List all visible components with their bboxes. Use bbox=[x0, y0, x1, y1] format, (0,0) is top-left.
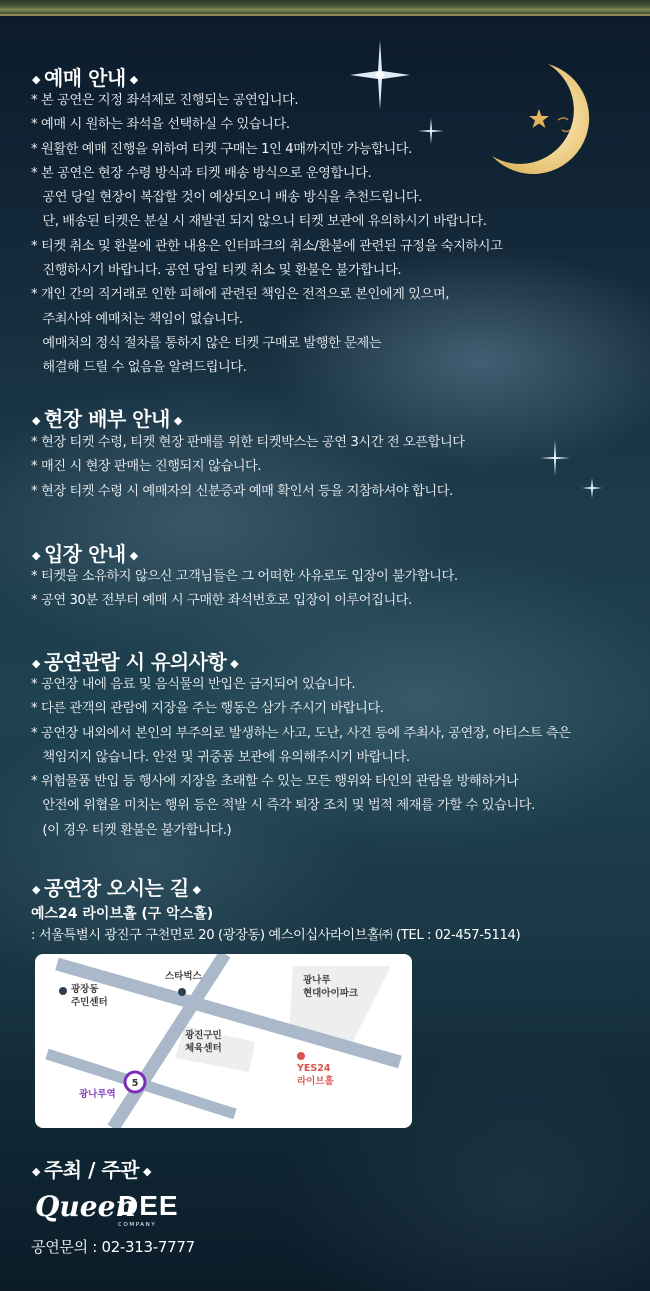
booking-notice-list bbox=[31, 89, 502, 381]
diamond-icon: ◆ bbox=[192, 883, 201, 896]
list-item: 안전에 위협을 미치는 행위 등은 적발 시 즉각 퇴장 조치 및 법적 제재를 가할 수 있습니다. bbox=[31, 798, 535, 814]
moon-star-icon bbox=[528, 108, 550, 130]
section-title-text: 주최 / 주관 bbox=[43, 1158, 139, 1182]
map-label: 광진구민 bbox=[185, 1030, 222, 1041]
section-title-text: 예매 안내 bbox=[43, 66, 126, 90]
diamond-icon: ◆ bbox=[32, 549, 40, 562]
section-title-notice bbox=[28, 646, 242, 675]
map-dot-starbucks bbox=[178, 988, 186, 996]
map-label: 스타벅스 bbox=[165, 971, 202, 982]
location-map[interactable] bbox=[35, 954, 412, 1128]
list-item: 예매처의 정식 절차를 통하지 않은 티켓 구매로 발행한 문제는 bbox=[31, 335, 382, 351]
crescent-moon-icon bbox=[488, 60, 613, 178]
venue-name: 예스24 라이브홀 (구 악스홀) bbox=[31, 906, 214, 922]
list-item: * 티켓 취소 및 환불에 관한 내용은 인터파크의 취소/환불에 관련된 규정을 숙지하시고 bbox=[31, 238, 503, 254]
section-title-text: 현장 배부 안내 bbox=[43, 407, 170, 431]
map-label: 광장동 bbox=[71, 984, 99, 995]
section-title-text: 입장 안내 bbox=[43, 542, 126, 566]
section-title-text: 공연관람 시 유의사항 bbox=[43, 650, 227, 674]
map-svg bbox=[35, 954, 412, 1128]
map-label: 체육센터 bbox=[185, 1043, 222, 1054]
list-item: (이 경우 티켓 환불은 불가합니다.) bbox=[31, 822, 232, 838]
list-item: * 본 공연은 지정 좌석제로 진행되는 공연입니다. bbox=[31, 93, 299, 108]
list-item: * 현장 티켓 수령 시 예매자의 신분증과 예매 확인서 등을 지참하셔야 합니다. bbox=[31, 483, 453, 499]
diamond-icon: ◆ bbox=[142, 1165, 151, 1178]
diamond-icon: ◆ bbox=[32, 883, 40, 896]
map-dot-gwangjang bbox=[59, 987, 67, 995]
list-item: * 공연장 내에 음료 및 음식물의 반입은 금지되어 있습니다. bbox=[31, 677, 356, 692]
top-ornament-border bbox=[0, 0, 650, 16]
map-label-station: 광나루역 bbox=[79, 1089, 116, 1100]
list-item: * 티켓을 소유하지 않으신 고객님들은 그 어떠한 사유로도 입장이 불가합니다. bbox=[31, 569, 458, 584]
dee-company-logo: DEE bbox=[118, 1190, 179, 1221]
venue-address: : 서울특별시 광진구 구천면로 20 (광장동) 예스이십사라이브홀㈜ (TEL : 02-457-5114) bbox=[31, 928, 521, 943]
queen-logo-text: Queen bbox=[35, 1190, 136, 1223]
list-item: * 원활한 예매 진행을 위하여 티켓 구매는 1인 4매까지만 가능합니다. bbox=[31, 141, 412, 157]
section-title-onsite bbox=[28, 403, 186, 432]
section-title-text: 공연장 오시는 길 bbox=[43, 876, 189, 900]
list-item: * 예매 시 원하는 좌석을 선택하실 수 있습니다. bbox=[31, 117, 290, 133]
onsite-notice-list bbox=[31, 431, 465, 504]
list-item: 주최사와 예매처는 책임이 없습니다. bbox=[31, 311, 243, 327]
contact-phone: 공연문의 : 02-313-7777 bbox=[31, 1238, 195, 1256]
diamond-icon: ◆ bbox=[129, 73, 138, 86]
diamond-icon: ◆ bbox=[173, 414, 182, 427]
dee-company-logo-sub: COMPANY bbox=[118, 1222, 157, 1228]
map-label: 주민센터 bbox=[71, 997, 108, 1008]
list-item: * 본 공연은 현장 수령 방식과 티켓 배송 방식으로 운영합니다. bbox=[31, 165, 372, 181]
diamond-icon: ◆ bbox=[32, 73, 40, 86]
section-title-directions bbox=[28, 872, 205, 901]
diamond-icon: ◆ bbox=[32, 414, 40, 427]
sparkle-star-icon bbox=[540, 440, 570, 476]
map-label: 현대아이파크 bbox=[303, 988, 359, 999]
list-item: * 공연 30분 전부터 예매 시 구매한 좌석번호로 입장이 이루어집니다. bbox=[31, 593, 412, 609]
list-item: 공연 당일 현장이 복잡할 것이 예상되오니 배송 방식을 추천드립니다. bbox=[31, 190, 422, 206]
list-item: * 다른 관객의 관람에 지장을 주는 행동은 삼가 주시기 바랍니다. bbox=[31, 701, 384, 717]
map-label-venue: YES24 bbox=[297, 1063, 331, 1074]
diamond-icon: ◆ bbox=[230, 657, 239, 670]
subway-line-number: 5 bbox=[131, 1078, 139, 1089]
list-item: * 현장 티켓 수령, 티켓 현장 판매를 위한 티켓박스는 공연 3시간 전 오픈합니다 bbox=[31, 435, 465, 450]
entry-notice-list bbox=[31, 565, 458, 614]
list-item: * 개인 간의 직거래로 인한 피해에 관련된 책임은 전적으로 본인에게 있으며, bbox=[31, 287, 450, 303]
map-label-venue: 라이브홀 bbox=[297, 1076, 334, 1087]
section-title-entry bbox=[28, 538, 142, 567]
list-item: 진행하시기 바랍니다. 공연 당일 티켓 취소 및 환불은 불가합니다. bbox=[31, 263, 402, 279]
section-title-booking bbox=[28, 62, 142, 91]
diamond-icon: ◆ bbox=[32, 1165, 40, 1178]
viewing-notice-list bbox=[31, 673, 571, 843]
section-title-organizer bbox=[28, 1154, 155, 1183]
list-item: 책임지지 않습니다. 안전 및 귀중품 보관에 유의해주시기 바랍니다. bbox=[31, 749, 410, 765]
map-dot-yes24 bbox=[297, 1052, 305, 1060]
list-item: 해결해 드릴 수 없음을 알려드립니다. bbox=[31, 360, 247, 376]
list-item: * 위험물품 반입 등 행사에 지장을 초래할 수 있는 모든 행위와 타인의 관람을 방해하거나 bbox=[31, 774, 519, 790]
list-item: 단, 배송된 티켓은 분실 시 재발권 되지 않으니 티켓 보관에 유의하시기 바랍니다. bbox=[31, 214, 487, 230]
sparkle-star-icon bbox=[582, 478, 602, 498]
diamond-icon: ◆ bbox=[32, 657, 40, 670]
list-item: * 공연장 내외에서 본인의 부주의로 발생하는 사고, 도난, 사건 등에 주최사, 공연장, 아티스트 측은 bbox=[31, 725, 571, 741]
map-label: 광나루 bbox=[303, 975, 331, 986]
list-item: * 매진 시 현장 판매는 진행되지 않습니다. bbox=[31, 459, 262, 475]
diamond-icon: ◆ bbox=[129, 549, 138, 562]
